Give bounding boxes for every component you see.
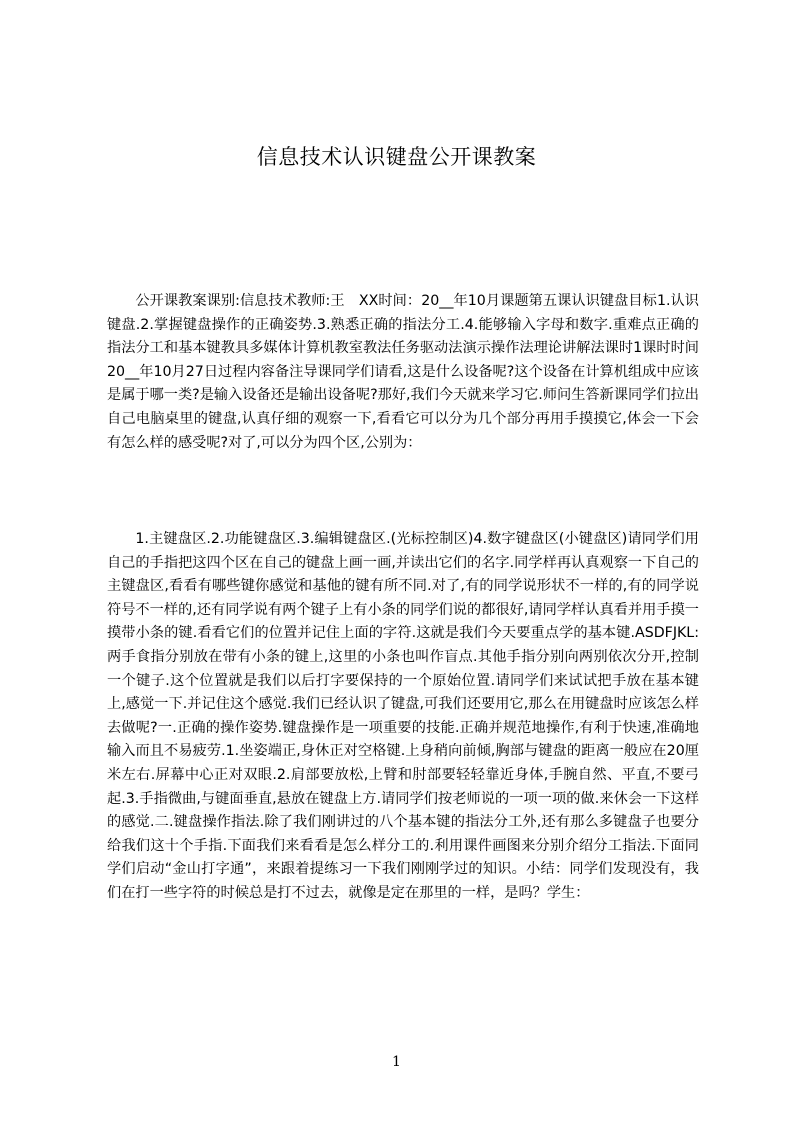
page-number: 1 xyxy=(392,1054,401,1070)
paragraph-lesson-content: 1.主键盘区.2.功能键盘区.3.编辑键盘区.(光标控制区)4.数字键盘区(小键盘区)请同学们用自己的手指把这四个区在自己的键盘上画一画,并读出它们的名字.同学样再认真观察一下自己的主键盘区,看看有哪些键你感觉和基他的键有所不同.对了,有的同学说形状不一样的,有的同学说符号不一样的,还有同学说有两个键子上有小条的同学们说的都很好,请同学样认真看并用手摸一摸带小条的键.看看它们的位置并记住上面的字符.这就是我们今天要重点学的基本键.ASDFJKL:两手食指分别放在带有小条的键上,这里的小条也叫作盲点.其他手指分别向两别依次分开,控制一个键子.这个位置就是我们以后打字要保持的一个原始位置.请同学们来试试把手放在基本键上,感觉一下.并记住这个感觉.我们已经认识了键盘,可我们还要用它,那么在用键盘时应该怎么样去做呢?一.正确的操作姿势.键盘操作是一项重要的技能.正确并规范地操作,有利于快速,准确地输入而且不易疲劳.1.坐姿端正,身休正对空格键.上身稍向前倾,胸部与键盘的距离一般应在20厘米左右.屏幕中心正对双眼.2.肩部要放松,上臂和肘部要轻轻靠近身体,手腕自然、平直,不要弓起.3.手指微曲,与键面垂直,悬放在键盘上方.请同学们按老师说的一项一项的做.来休会一下这样的感觉.二.键盘操作指法.除了我们刚讲过的八个基本键的指法分工外,还有那么多键盘子也要分给我们这十个手指.下面我们来看看是怎么样分工的.利用课件画图来分别介绍分工指法.下面同学们启动“金山打字通”，来跟着提练习一下我们刚刚学过的知识。小结：同学们发现没有，我们在打一些字符的时候总是打不过去，就像是定在那里的一样，是吗？学生： xyxy=(107,531,699,901)
document-title: 信息技术认识键盘公开课教案 xyxy=(256,145,537,169)
paragraph-lesson-info: 公开课教案课别:信息技术教师:王 XX时间：20__年10月课题第五课认识键盘目标1.认识键盘.2.掌握键盘操作的正确姿势.3.熟悉正确的指法分工.4.能够输入字母和数字.重难点正确的指法分工和基本键教具多媒体计算机教室教法任务驱动法演示操作法理论讲解法课时1课时时间20__年10月27日过程内容备注导课同学们请看,这是什么设备呢?这个设备在计算机组成中应该是属于哪一类?是输入设备还是输出设备呢?那好,我们今天就来学习它.师问生答新课同学们拉出自己电脑桌里的键盘,认真仔细的观察一下,看看它可以分为几个部分再用手摸摸它,体会一下会有怎么样的感受呢?对了,可以分为四个区,公别为： xyxy=(107,293,699,451)
